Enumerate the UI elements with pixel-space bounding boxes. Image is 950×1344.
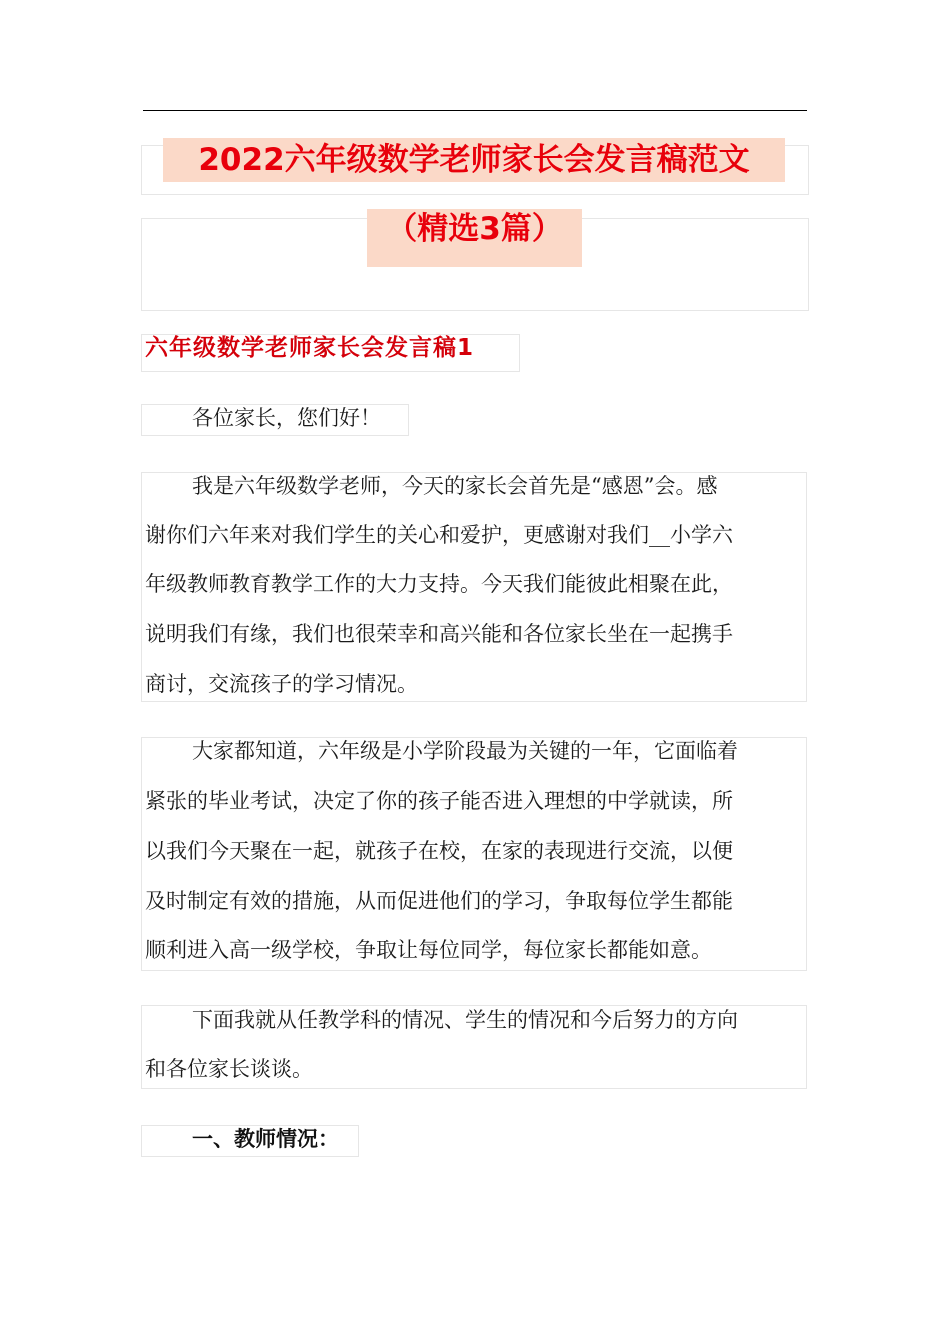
- paragraph-line: 我是六年级数学老师，今天的家长会首先是“感恩”会。感: [192, 474, 718, 498]
- greeting-text: 各位家长，您们好！: [192, 406, 381, 430]
- paragraph-line: 谢你们六年来对我们学生的关心和爱护，更感谢对我们__小学六: [145, 523, 733, 547]
- paragraph-line: 下面我就从任教学科的情况、学生的情况和今后努力的方向: [192, 1008, 738, 1032]
- section-heading: 六年级数学老师家长会发言稿1: [145, 335, 475, 361]
- document-title: 2022六年级数学老师家长会发言稿范文: [163, 138, 785, 182]
- paragraph-line: 和各位家长谈谈。: [145, 1057, 313, 1081]
- paragraph-line: 年级教师教育教学工作的大力支持。今天我们能彼此相聚在此，: [145, 572, 733, 596]
- document-title-suffix: （精选3篇）: [367, 209, 582, 267]
- subheading-teacher-info: 一、教师情况：: [192, 1127, 339, 1151]
- paragraph-line: 及时制定有效的措施，从而促进他们的学习，争取每位学生都能: [145, 889, 733, 913]
- paragraph-line: 紧张的毕业考试，决定了你的孩子能否进入理想的中学就读，所: [145, 789, 733, 813]
- paragraph-line: 顺利进入高一级学校，争取让每位同学，每位家长都能如意。: [145, 938, 712, 962]
- paragraph-line: 说明我们有缘，我们也很荣幸和高兴能和各位家长坐在一起携手: [145, 622, 733, 646]
- paragraph-line: 商讨，交流孩子的学习情况。: [145, 672, 418, 696]
- paragraph-line: 以我们今天聚在一起，就孩子在校，在家的表现进行交流，以便: [145, 839, 733, 863]
- header-rule: [143, 110, 807, 111]
- paragraph-line: 大家都知道，六年级是小学阶段最为关键的一年，它面临着: [192, 739, 738, 763]
